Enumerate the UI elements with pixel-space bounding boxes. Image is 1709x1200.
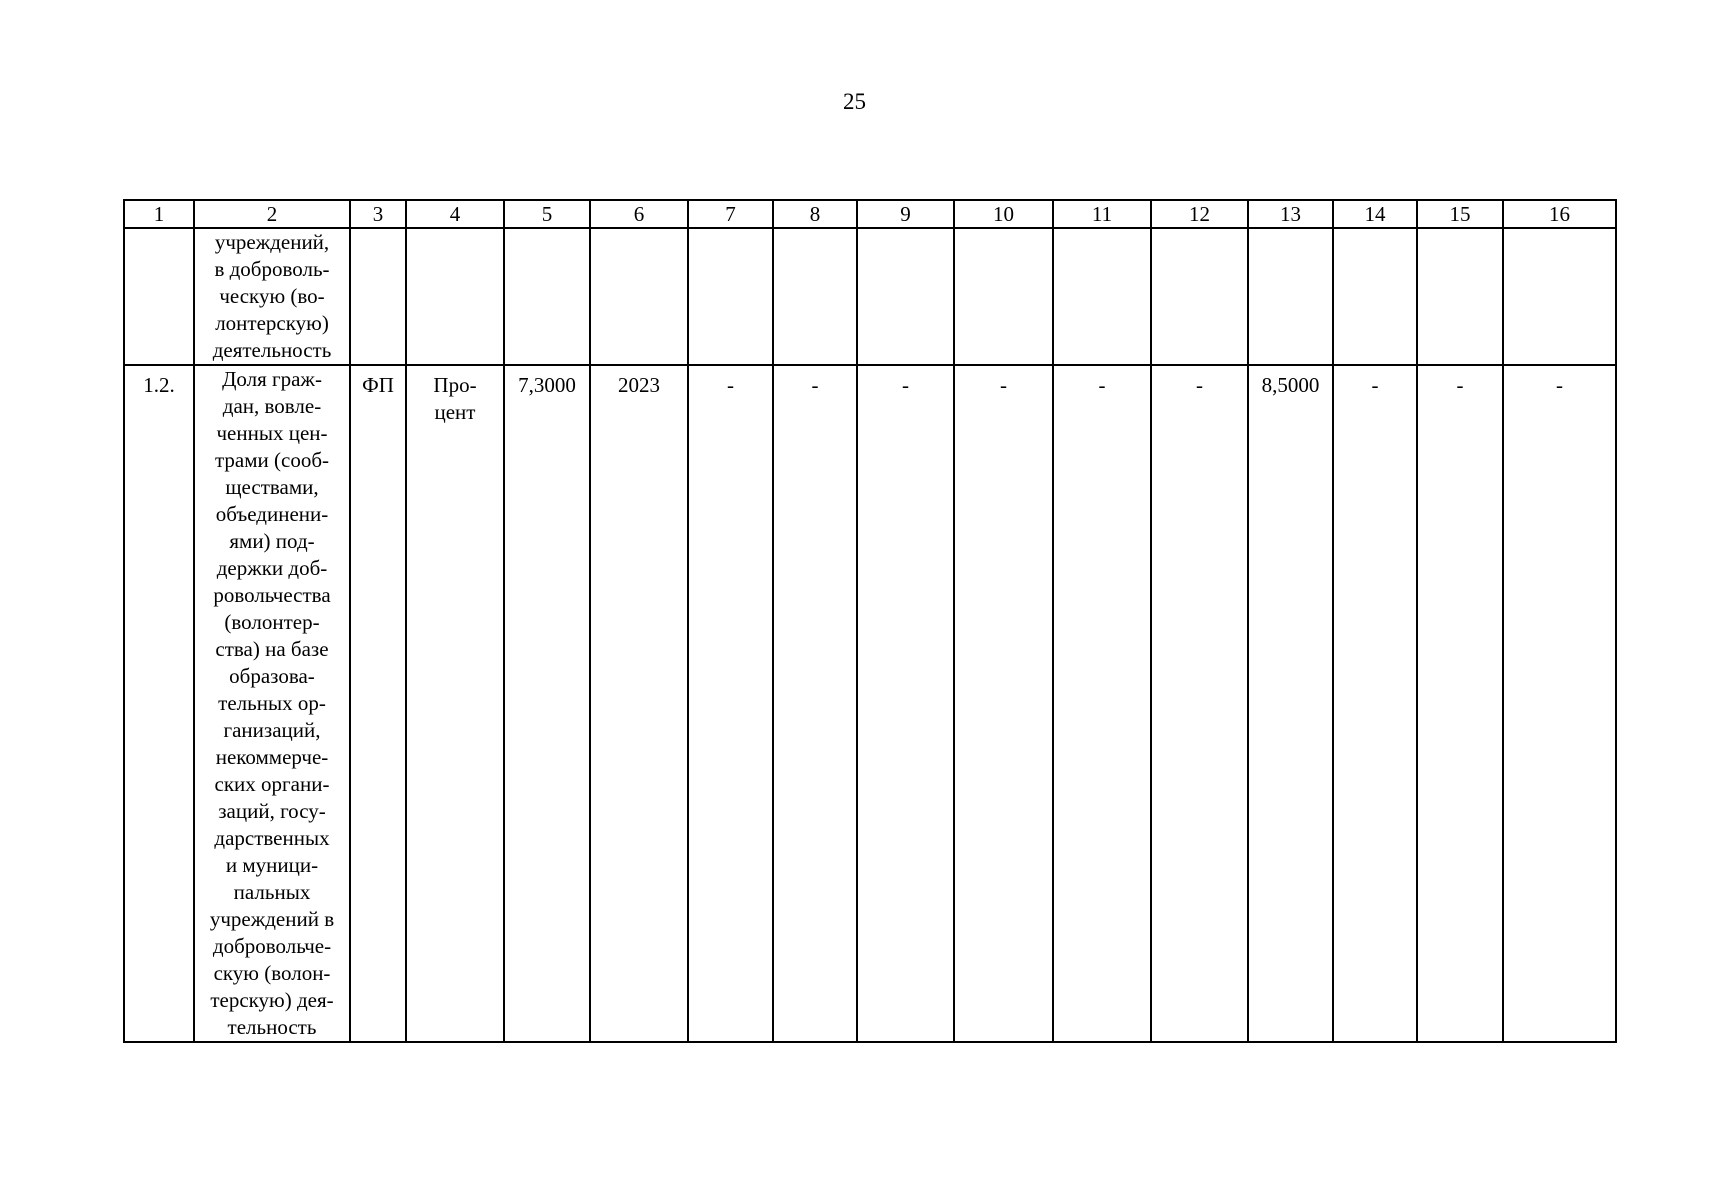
continued-cell-9 bbox=[857, 228, 954, 365]
value-cell-13: 8,5000 bbox=[1248, 365, 1333, 1042]
continued-cell-1 bbox=[124, 228, 194, 365]
header-col-13: 13 bbox=[1248, 200, 1333, 228]
base-value-cell: 7,3000 bbox=[504, 365, 590, 1042]
value-cell-7: - bbox=[688, 365, 773, 1042]
header-col-4: 4 bbox=[406, 200, 504, 228]
table-header-row bbox=[124, 200, 1616, 228]
header-col-11: 11 bbox=[1053, 200, 1151, 228]
header-col-14: 14 bbox=[1333, 200, 1417, 228]
value-cell-10: - bbox=[954, 365, 1053, 1042]
value-cell-12: - bbox=[1151, 365, 1248, 1042]
continued-cell-10 bbox=[954, 228, 1053, 365]
header-col-16: 16 bbox=[1503, 200, 1616, 228]
header-col-15: 15 bbox=[1417, 200, 1503, 228]
header-col-1: 1 bbox=[124, 200, 194, 228]
continued-cell-16 bbox=[1503, 228, 1616, 365]
continued-cell-5 bbox=[504, 228, 590, 365]
value-cell-8: - bbox=[773, 365, 857, 1042]
value-cell-15: - bbox=[1417, 365, 1503, 1042]
unit-cell: Про- цент bbox=[406, 365, 504, 1042]
table-row-continued bbox=[124, 228, 1616, 365]
page-number: 25 bbox=[843, 89, 866, 114]
row-number-cell: 1.2. bbox=[124, 365, 194, 1042]
continued-cell-3 bbox=[350, 228, 406, 365]
continued-cell-4 bbox=[406, 228, 504, 365]
header-col-7: 7 bbox=[688, 200, 773, 228]
value-cell-14: - bbox=[1333, 365, 1417, 1042]
continued-cell-12 bbox=[1151, 228, 1248, 365]
header-col-3: 3 bbox=[350, 200, 406, 228]
continued-indicator-name: учреждений, в доброволь- ческую (во- лонтерскую) деятельность bbox=[194, 228, 350, 365]
continued-cell-7 bbox=[688, 228, 773, 365]
header-col-6: 6 bbox=[590, 200, 688, 228]
table-row-1-2 bbox=[124, 365, 1616, 1042]
header-col-10: 10 bbox=[954, 200, 1053, 228]
header-col-8: 8 bbox=[773, 200, 857, 228]
header-col-5: 5 bbox=[504, 200, 590, 228]
base-year-cell: 2023 bbox=[590, 365, 688, 1042]
value-cell-16: - bbox=[1503, 365, 1616, 1042]
value-cell-11: - bbox=[1053, 365, 1151, 1042]
continued-cell-8 bbox=[773, 228, 857, 365]
continued-cell-6 bbox=[590, 228, 688, 365]
continued-cell-11 bbox=[1053, 228, 1151, 365]
header-col-9: 9 bbox=[857, 200, 954, 228]
header-col-12: 12 bbox=[1151, 200, 1248, 228]
continued-cell-15 bbox=[1417, 228, 1503, 365]
value-cell-9: - bbox=[857, 365, 954, 1042]
continued-cell-13 bbox=[1248, 228, 1333, 365]
continued-cell-14 bbox=[1333, 228, 1417, 365]
indicator-name-cell: Доля граж- дан, вовле- ченных цен- трами (сооб- ществами, объединени- ями) под- держки доб- ровольчества (волонтер- ства) на базе образова- тельных ор- ганизаций, некоммерче- ских органи- заций, госу- дарственных и муници- пальных учреждений в добровольче- скую (волон- терскую) дея- тельность bbox=[194, 365, 350, 1042]
header-col-2: 2 bbox=[194, 200, 350, 228]
indicator-table bbox=[123, 199, 1617, 1043]
indicator-level-cell: ФП bbox=[350, 365, 406, 1042]
